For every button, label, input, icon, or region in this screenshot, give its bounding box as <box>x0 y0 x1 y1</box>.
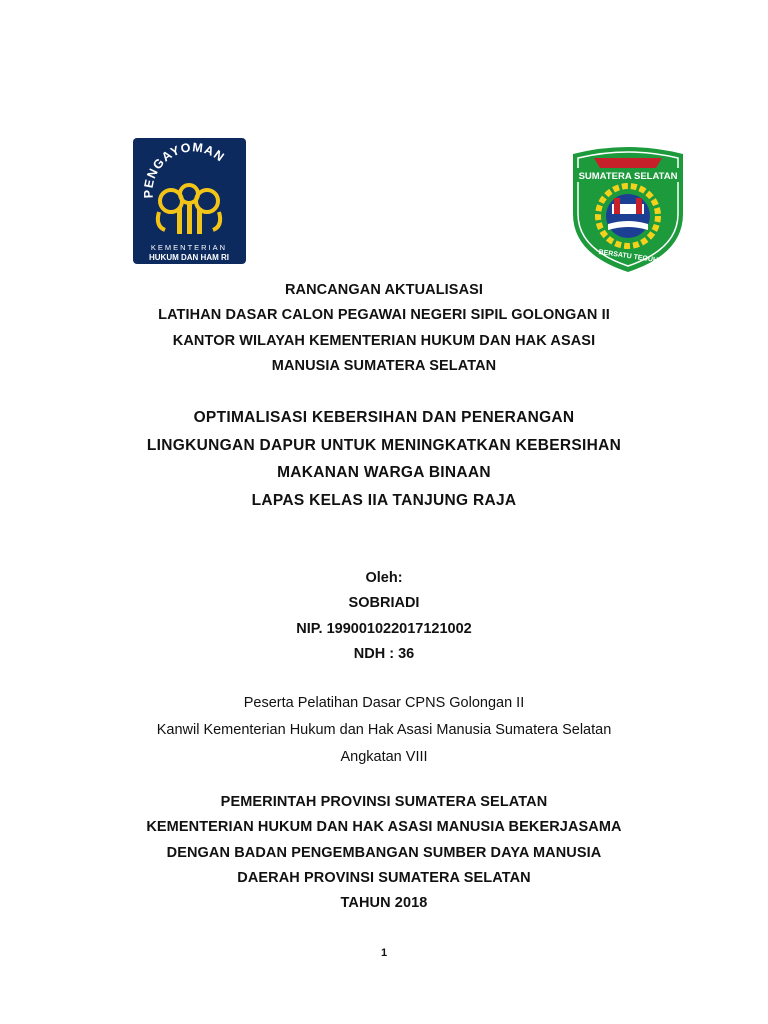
logo-arc-text: PENGAYOMAN <box>141 140 228 199</box>
author-name: SOBRIADI <box>348 595 420 612</box>
roof-shape <box>594 158 662 168</box>
topic-line: OPTIMALISASI KEBERSIHAN DAN PENERANGAN <box>193 409 575 426</box>
participant-block <box>0 690 768 771</box>
bridge-tower-right <box>636 198 642 214</box>
institution-line: KEMENTERIAN HUKUM DAN HAK ASASI MANUSIA BEKERJASAMA <box>146 819 622 836</box>
page-number: 1 <box>380 947 388 959</box>
motto-text: BERSATU TEGUH <box>598 248 659 265</box>
author-ndh: NDH : 36 <box>353 645 415 662</box>
participant-line: Peserta Pelatihan Dasar CPNS Golongan II <box>243 695 525 711</box>
institution-line: PEMERINTAH PROVINSI SUMATERA SELATAN <box>220 794 548 810</box>
logo-line2: HUKUM DAN HAM RI <box>149 253 229 262</box>
bridge-tower-left <box>614 198 620 214</box>
topic-line: MAKANAN WARGA BINAAN <box>277 464 491 481</box>
participant-line: Angkatan VIII <box>340 749 428 765</box>
institution-block <box>0 790 768 916</box>
institution-line: DENGAN BADAN PENGEMBANGAN SUMBER DAYA MANUSIA <box>166 844 602 861</box>
title-block <box>0 278 768 379</box>
kemenkumham-emblem <box>133 138 246 264</box>
institution-line: DAERAH PROVINSI SUMATERA SELATAN <box>237 869 531 886</box>
author-nip: NIP. 199001022017121002 <box>296 620 472 637</box>
sumsel-logo <box>568 144 688 274</box>
title-line: MANUSIA SUMATERA SELATAN <box>271 357 497 374</box>
author-by-label: Oleh: <box>365 570 403 586</box>
topic-line: LINGKUNGAN DAPUR UNTUK MENINGKATKAN KEBERSIHAN <box>146 436 622 454</box>
author-block <box>0 566 768 667</box>
title-line: LATIHAN DASAR CALON PEGAWAI NEGERI SIPIL GOLONGAN II <box>158 307 610 324</box>
title-line: RANCANGAN AKTUALISASI <box>284 282 484 298</box>
logo-line1: KEMENTERIAN <box>150 243 228 252</box>
inner-scene <box>606 194 650 238</box>
title-line: KANTOR WILAYAH KEMENTERIAN HUKUM DAN HAK ASASI <box>172 332 596 349</box>
topic-line: LAPAS KELAS IIA TANJUNG RAJA <box>251 491 517 509</box>
sumsel-emblem <box>568 144 688 274</box>
topic-block <box>0 404 768 514</box>
kemenkumham-logo <box>133 138 246 264</box>
participant-line: Kanwil Kementerian Hukum dan Hak Asasi Manusia Sumatera Selatan <box>156 722 612 738</box>
banner-text: SUMATERA SELATAN <box>578 171 678 182</box>
institution-year: TAHUN 2018 <box>340 895 428 912</box>
